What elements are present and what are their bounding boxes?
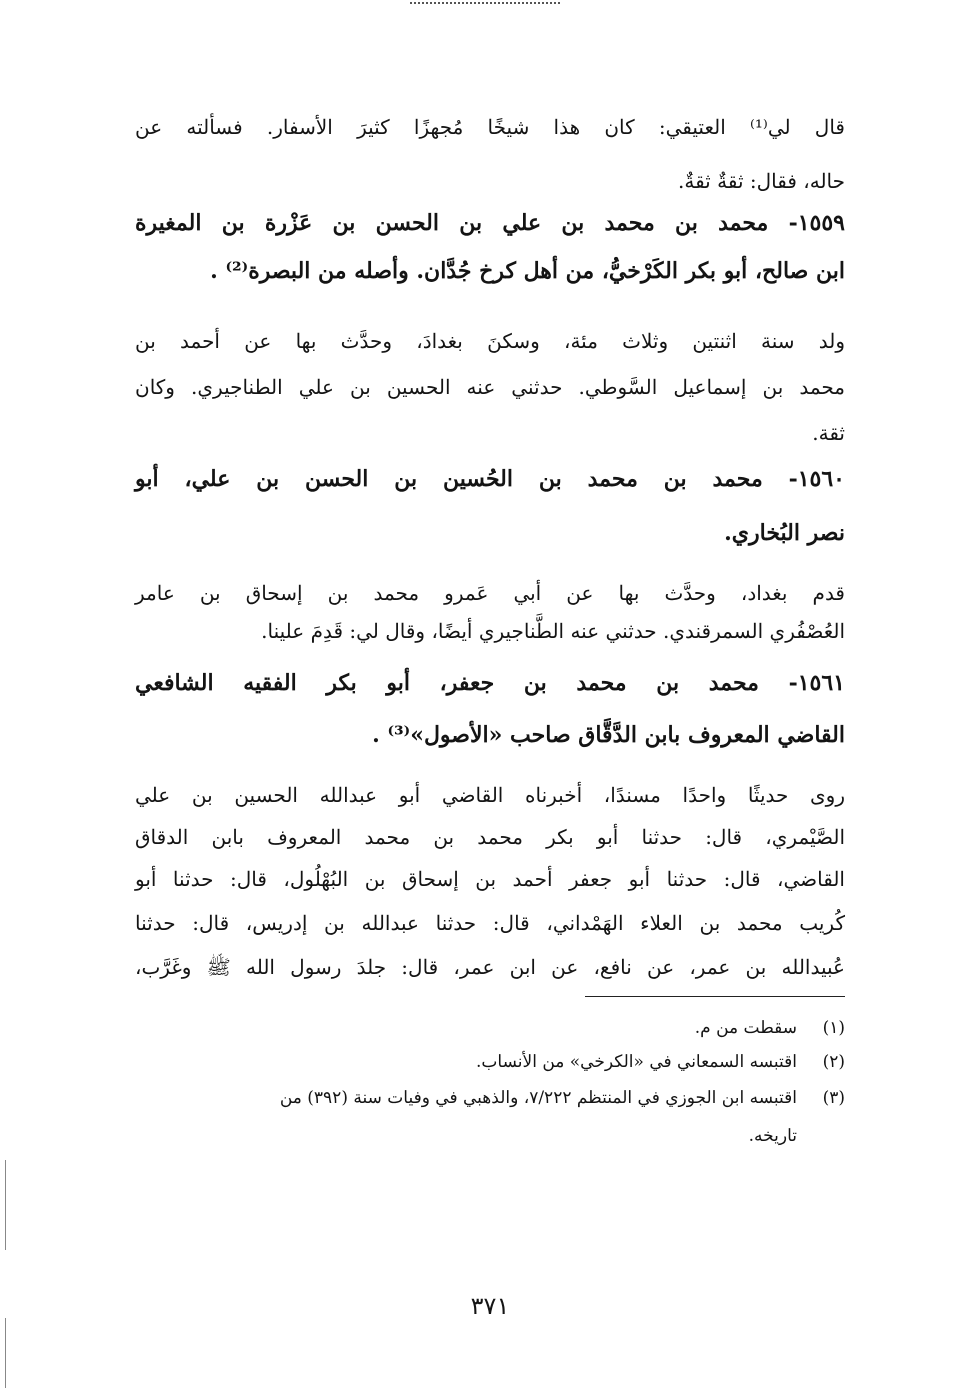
- entry-heading-1561-cont: القاضي المعروف بابن الدَّقَّاق صاحب «الأصول»⁽³⁾ .: [372, 722, 845, 748]
- text-line: ثقة.: [812, 421, 845, 445]
- entry-heading-1559-cont: ابن صالح، أبو بكر الكَرْخيُّ، من أهل كرخ جُدَّان. وأصله من البصرة⁽²⁾ .: [210, 258, 845, 284]
- entry-heading-1560-cont: نصر البُخاري.: [724, 520, 845, 546]
- text-line: قال لي⁽¹⁾ العتيقي: كان هذا شيخًا مُجهزًا كثيرَ الأسفار. فسألته عن: [135, 115, 845, 139]
- text-line: قدم بغداد، وحدَّث بها عن أبي عَمرو محمد بن إسحاق بن عامر: [135, 581, 845, 605]
- page-number: ٣٧١: [470, 1292, 510, 1320]
- text-line: ولد سنة اثنتين وثلاث مئة، وسكنَ بغدادَ، وحدَّث بها عن أحمد بن: [135, 329, 845, 353]
- footnote-separator: [585, 996, 845, 997]
- text-line: الصَّيْمري، قال: حدثنا أبو بكر محمد بن محمد المعروف بابن الدقاق: [135, 825, 845, 849]
- footnote-number: (٢): [822, 1052, 845, 1072]
- footnote-number: (٣): [822, 1088, 845, 1108]
- text-line: روى حديثًا واحدًا مسندًا، أخبرناه القاضي أبو عبدالله الحسين بن علي: [135, 783, 845, 807]
- text-line: كُريب محمد بن العلاء الهَمْداني، قال: حدثنا عبدالله بن إدريس، قال: حدثنا: [135, 911, 845, 935]
- footnote-1: [135, 1014, 845, 1042]
- entry-heading-1559: ١٥٥٩- محمد بن محمد بن علي بن الحسن بن عَزْرة بن المغيرة: [135, 210, 845, 236]
- text-line: عُبيدالله بن عمر، عن نافع، عن ابن عمر، قال: جلدَ رسول الله ﷺ وغَرَّب،: [135, 955, 845, 979]
- scan-edge-mark: [5, 1318, 6, 1388]
- footnote-3-continuation: تاريخه.: [748, 1126, 797, 1146]
- footnote-2: [135, 1048, 845, 1076]
- text-line: العُصْفُري السمرقندي. حدثني عنه الطَّناجيري أيضًا، وقال لي: قَدِمَ علينا.: [261, 619, 845, 643]
- top-edge-dots: [410, 2, 560, 4]
- footnote-3: [135, 1084, 845, 1112]
- scan-edge-mark: [5, 1160, 6, 1250]
- text-line: حاله، فقال: ثقةٌ ثقةٌ.: [677, 169, 845, 193]
- footnote-number: (١): [822, 1018, 845, 1038]
- entry-heading-1561: ١٥٦١- محمد بن محمد بن جعفر، أبو بكر الفقيه الشافعي: [135, 670, 845, 696]
- footnote-text: اقتبسه ابن الجوزي في المنتظم ٧/٢٢٢، والذهبي في وفيات سنة (٣٩٢) من: [279, 1088, 797, 1108]
- text-line: القاضي، قال: حدثنا أبو جعفر أحمد بن إسحاق بن البُهْلُول، قال: حدثنا أبو: [135, 867, 845, 891]
- entry-heading-1560: ١٥٦٠- محمد بن محمد بن الحُسين بن الحسن بن علي، أبو: [135, 466, 845, 492]
- footnote-text: اقتبسه السمعاني في «الكرخي» من الأنساب.: [476, 1052, 797, 1072]
- text-line: محمد بن إسماعيل السَّوطي. حدثني عنه الحسين بن علي الطناجيري. وكان: [135, 375, 845, 399]
- footnote-text: سقطت من م.: [694, 1018, 797, 1038]
